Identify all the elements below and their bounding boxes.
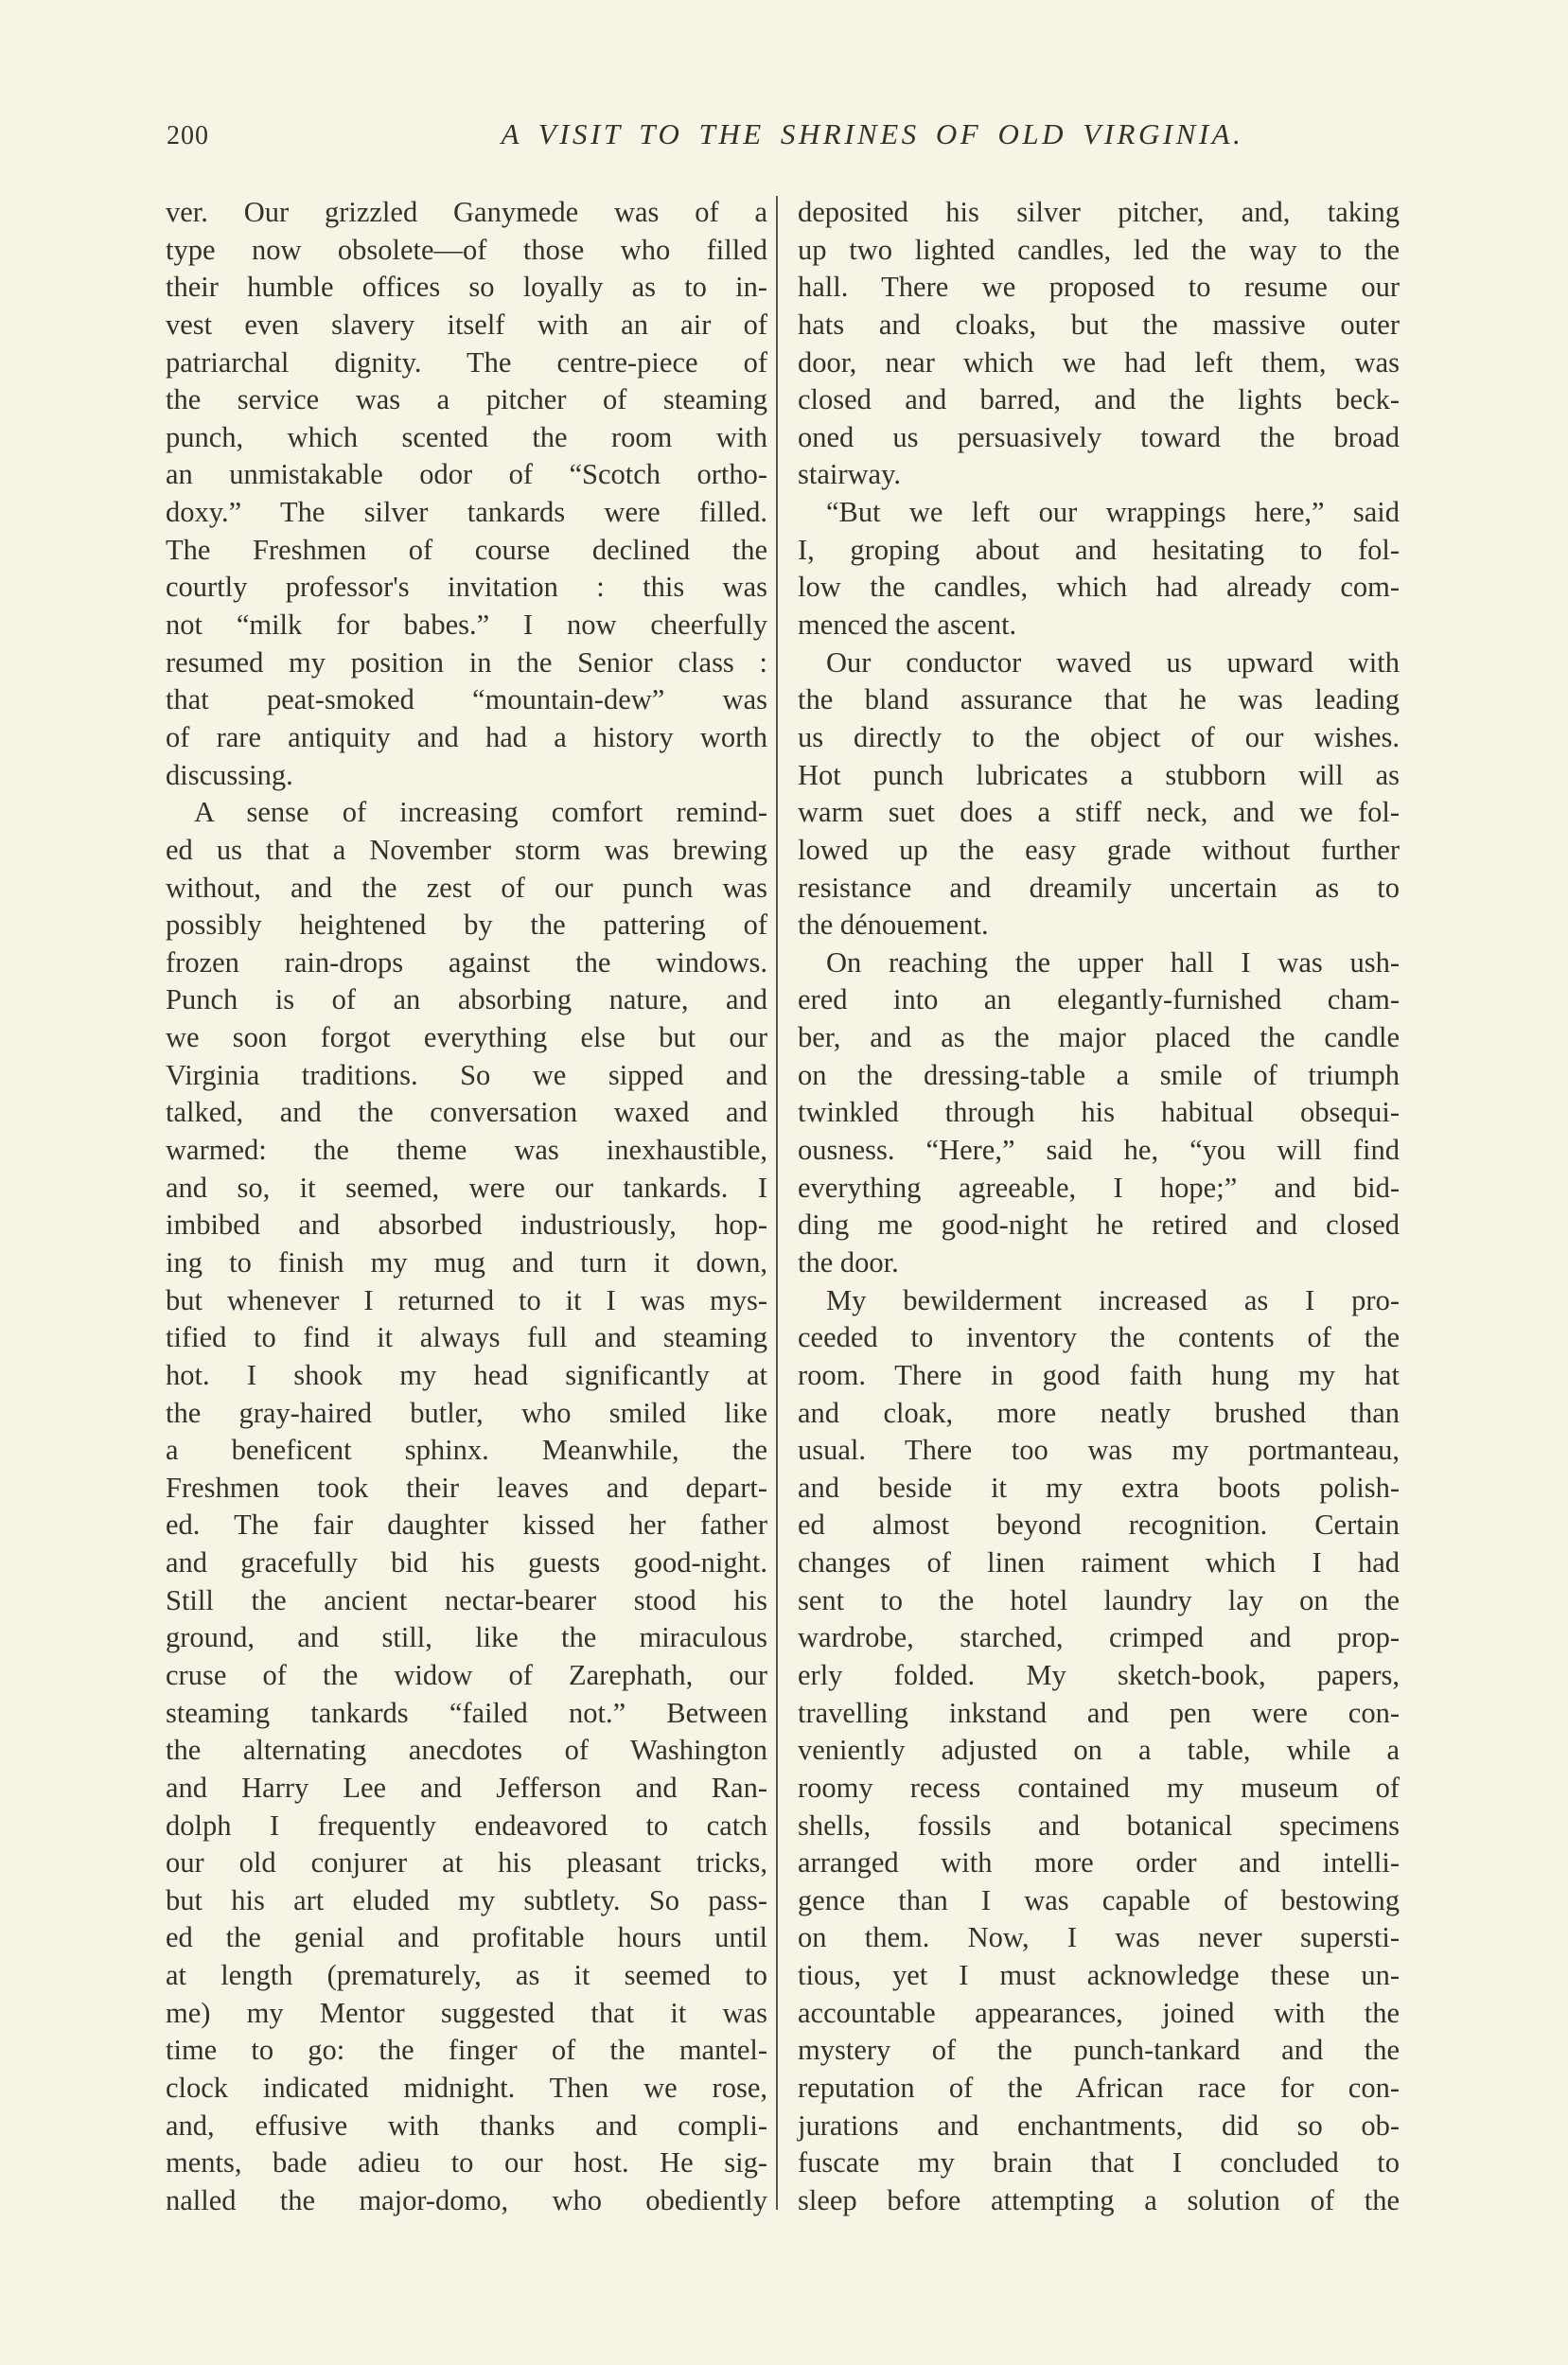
text-line: hats and cloaks, but the massive outer bbox=[798, 308, 1400, 341]
text-line: menced the ascent. bbox=[798, 609, 1017, 642]
text-line: low the candles, which had already com- bbox=[798, 571, 1400, 604]
column-divider bbox=[776, 196, 778, 2210]
text-line: me) my Mentor suggested that it was bbox=[166, 1996, 767, 2029]
text-line: ed the genial and profitable hours until bbox=[166, 1921, 767, 1954]
text-line: and so, it seemed, were our tankards. I bbox=[166, 1171, 767, 1204]
text-line: their humble offices so loyally as to in- bbox=[166, 271, 767, 304]
text-line: frozen rain-drops against the windows. bbox=[166, 945, 767, 979]
text-line: erly folded. My sketch-book, papers, bbox=[798, 1658, 1400, 1691]
text-line: tious, yet I must acknowledge these un- bbox=[798, 1959, 1400, 1992]
text-line: roomy recess contained my museum of bbox=[798, 1771, 1400, 1804]
text-line: without, and the zest of our punch was bbox=[166, 871, 767, 904]
text-line: an unmistakable odor of “Scotch ortho- bbox=[166, 458, 767, 491]
text-line: the door. bbox=[798, 1245, 899, 1279]
text-line: up two lighted candles, led the way to the bbox=[798, 233, 1400, 266]
text-line: and cloak, more neatly brushed than bbox=[798, 1396, 1400, 1429]
text-line: ground, and still, like the miraculous bbox=[166, 1621, 767, 1654]
text-line: A sense of increasing comfort remind- bbox=[194, 796, 767, 829]
text-line: the gray-haired butler, who smiled like bbox=[166, 1396, 767, 1429]
text-line: Punch is of an absorbing nature, and bbox=[166, 983, 767, 1016]
text-line: ed. The fair daughter kissed her father bbox=[166, 1509, 767, 1542]
text-line: resistance and dreamily uncertain as to bbox=[798, 871, 1400, 904]
text-line: and, effusive with thanks and compli- bbox=[166, 2109, 767, 2142]
running-title: A VISIT TO THE SHRINES OF OLD VIRGINIA. bbox=[501, 117, 1244, 150]
text-line: nalled the major-domo, who obediently bbox=[166, 2183, 767, 2216]
text-line: punch, which scented the room with bbox=[166, 420, 767, 453]
text-line: Virginia traditions. So we sipped and bbox=[166, 1058, 767, 1091]
paragraph bbox=[798, 1282, 1400, 2220]
text-line: the dénouement. bbox=[798, 909, 989, 942]
text-line: mystery of the punch-tankard and the bbox=[798, 2034, 1400, 2067]
text-line: door, near which we had left them, was bbox=[798, 345, 1400, 379]
text-line: talked, and the conversation waxed and bbox=[166, 1096, 767, 1129]
text-line: reputation of the African race for con- bbox=[798, 2072, 1400, 2105]
text-line: imbibed and absorbed industriously, hop- bbox=[166, 1209, 767, 1242]
text-line: stairway. bbox=[798, 458, 901, 491]
text-line: on the dressing-table a smile of triumph bbox=[798, 1058, 1400, 1091]
text-line: resumed my position in the Senior class : bbox=[166, 645, 767, 679]
text-line: vest even slavery itself with an air of bbox=[166, 308, 767, 341]
text-line: cruse of the widow of Zarephath, our bbox=[166, 1658, 767, 1691]
text-line: I, groping about and hesitating to fol- bbox=[798, 533, 1400, 566]
paragraph bbox=[798, 194, 1400, 494]
text-line: lowed up the easy grade without further bbox=[798, 833, 1400, 866]
text-line: us directly to the object of our wishes. bbox=[798, 720, 1400, 753]
text-line: Our conductor waved us upward with bbox=[826, 645, 1400, 679]
text-line: sleep before attempting a solution of the bbox=[798, 2183, 1400, 2216]
right-column bbox=[798, 194, 1400, 2220]
text-line: Hot punch lubricates a stubborn will as bbox=[798, 758, 1400, 791]
text-line: and gracefully bid his guests good-night. bbox=[166, 1546, 767, 1580]
text-line: type now obsolete—of those who filled bbox=[166, 233, 767, 266]
text-line: On reaching the upper hall I was ush- bbox=[826, 945, 1400, 979]
paragraph bbox=[166, 194, 767, 794]
text-line: but whenever I returned to it I was mys- bbox=[166, 1283, 767, 1316]
text-line: doxy.” The silver tankards were filled. bbox=[166, 496, 767, 529]
text-line: ver. Our grizzled Ganymede was of a bbox=[166, 196, 767, 228]
text-line: ered into an elegantly-furnished cham- bbox=[798, 983, 1400, 1016]
text-line: ousness. “Here,” said he, “you will find bbox=[798, 1134, 1400, 1167]
text-line: The Freshmen of course declined the bbox=[166, 533, 767, 566]
text-line: a beneficent sphinx. Meanwhile, the bbox=[166, 1434, 767, 1467]
text-line: and beside it my extra boots polish- bbox=[798, 1471, 1400, 1504]
text-line: arranged with more order and intelli- bbox=[798, 1846, 1400, 1880]
text-line: the service was a pitcher of steaming bbox=[166, 383, 767, 416]
text-line: wardrobe, starched, crimped and prop- bbox=[798, 1621, 1400, 1654]
text-line: “But we left our wrappings here,” said bbox=[826, 496, 1400, 529]
text-line: My bewilderment increased as I pro- bbox=[826, 1283, 1400, 1316]
page-number: 200 bbox=[167, 121, 209, 150]
text-line: warmed: the theme was inexhaustible, bbox=[166, 1134, 767, 1167]
paragraph bbox=[798, 494, 1400, 644]
text-line: accountable appearances, joined with the bbox=[798, 1996, 1400, 2029]
text-line: room. There in good faith hung my hat bbox=[798, 1358, 1400, 1391]
text-line: hot. I shook my head significantly at bbox=[166, 1358, 767, 1391]
text-line: ding me good-night he retired and closed bbox=[798, 1209, 1400, 1242]
text-line: time to go: the finger of the mantel- bbox=[166, 2034, 767, 2067]
text-line: usual. There too was my portmanteau, bbox=[798, 1434, 1400, 1467]
text-line: oned us persuasively toward the broad bbox=[798, 420, 1400, 453]
text-line: not “milk for babes.” I now cheerfully bbox=[166, 609, 767, 642]
text-line: discussing. bbox=[166, 758, 293, 791]
text-line: possibly heightened by the pattering of bbox=[166, 909, 767, 942]
text-line: we soon forgot everything else but our bbox=[166, 1021, 767, 1054]
text-line: steaming tankards “failed not.” Between bbox=[166, 1696, 767, 1729]
text-line: dolph I frequently endeavored to catch bbox=[166, 1809, 767, 1842]
text-line: of rare antiquity and had a history worth bbox=[166, 720, 767, 753]
text-line: on them. Now, I was never supersti- bbox=[798, 1921, 1400, 1954]
paragraph bbox=[798, 644, 1400, 944]
text-line: but his art eluded my subtlety. So pass- bbox=[166, 1883, 767, 1916]
text-line: Still the ancient nectar-bearer stood his bbox=[166, 1583, 767, 1616]
text-line: Freshmen took their leaves and depart- bbox=[166, 1471, 767, 1504]
text-line: veniently adjusted on a table, while a bbox=[798, 1734, 1400, 1767]
text-line: changes of linen raiment which I had bbox=[798, 1546, 1400, 1580]
text-line: the alternating anecdotes of Washington bbox=[166, 1734, 767, 1767]
text-line: warm suet does a stiff neck, and we fol- bbox=[798, 796, 1400, 829]
text-line: gence than I was capable of bestowing bbox=[798, 1883, 1400, 1916]
text-line: our old conjurer at his pleasant tricks, bbox=[166, 1846, 767, 1880]
left-column bbox=[166, 194, 767, 2220]
text-line: fuscate my brain that I concluded to bbox=[798, 2146, 1400, 2180]
text-line: ing to finish my mug and turn it down, bbox=[166, 1245, 767, 1279]
text-line: clock indicated midnight. Then we rose, bbox=[166, 2072, 767, 2105]
text-line: sent to the hotel laundry lay on the bbox=[798, 1583, 1400, 1616]
text-line: ments, bade adieu to our host. He sig- bbox=[166, 2146, 767, 2180]
text-line: patriarchal dignity. The centre-piece of bbox=[166, 345, 767, 379]
text-line: and Harry Lee and Jefferson and Ran- bbox=[166, 1771, 767, 1804]
text-line: everything agreeable, I hope;” and bid- bbox=[798, 1171, 1400, 1204]
text-line: at length (prematurely, as it seemed to bbox=[166, 1959, 767, 1992]
text-line: hall. There we proposed to resume our bbox=[798, 271, 1400, 304]
text-line: twinkled through his habitual obsequi- bbox=[798, 1096, 1400, 1129]
text-line: that peat-smoked “mountain-dew” was bbox=[166, 683, 767, 716]
text-line: ed us that a November storm was brewing bbox=[166, 833, 767, 866]
text-line: travelling inkstand and pen were con- bbox=[798, 1696, 1400, 1729]
paragraph bbox=[166, 794, 767, 2219]
text-line: shells, fossils and botanical specimens bbox=[798, 1809, 1400, 1842]
text-line: courtly professor's invitation : this was bbox=[166, 571, 767, 604]
text-line: the bland assurance that he was leading bbox=[798, 683, 1400, 716]
text-line: deposited his silver pitcher, and, taking bbox=[798, 196, 1400, 228]
text-line: ber, and as the major placed the candle bbox=[798, 1021, 1400, 1054]
paragraph bbox=[798, 944, 1400, 1282]
text-line: ceeded to inventory the contents of the bbox=[798, 1321, 1400, 1354]
text-line: closed and barred, and the lights beck- bbox=[798, 383, 1400, 416]
text-line: jurations and enchantments, did so ob- bbox=[798, 2109, 1400, 2142]
text-line: tified to find it always full and steaming bbox=[166, 1321, 767, 1354]
text-line: ed almost beyond recognition. Certain bbox=[798, 1509, 1400, 1542]
